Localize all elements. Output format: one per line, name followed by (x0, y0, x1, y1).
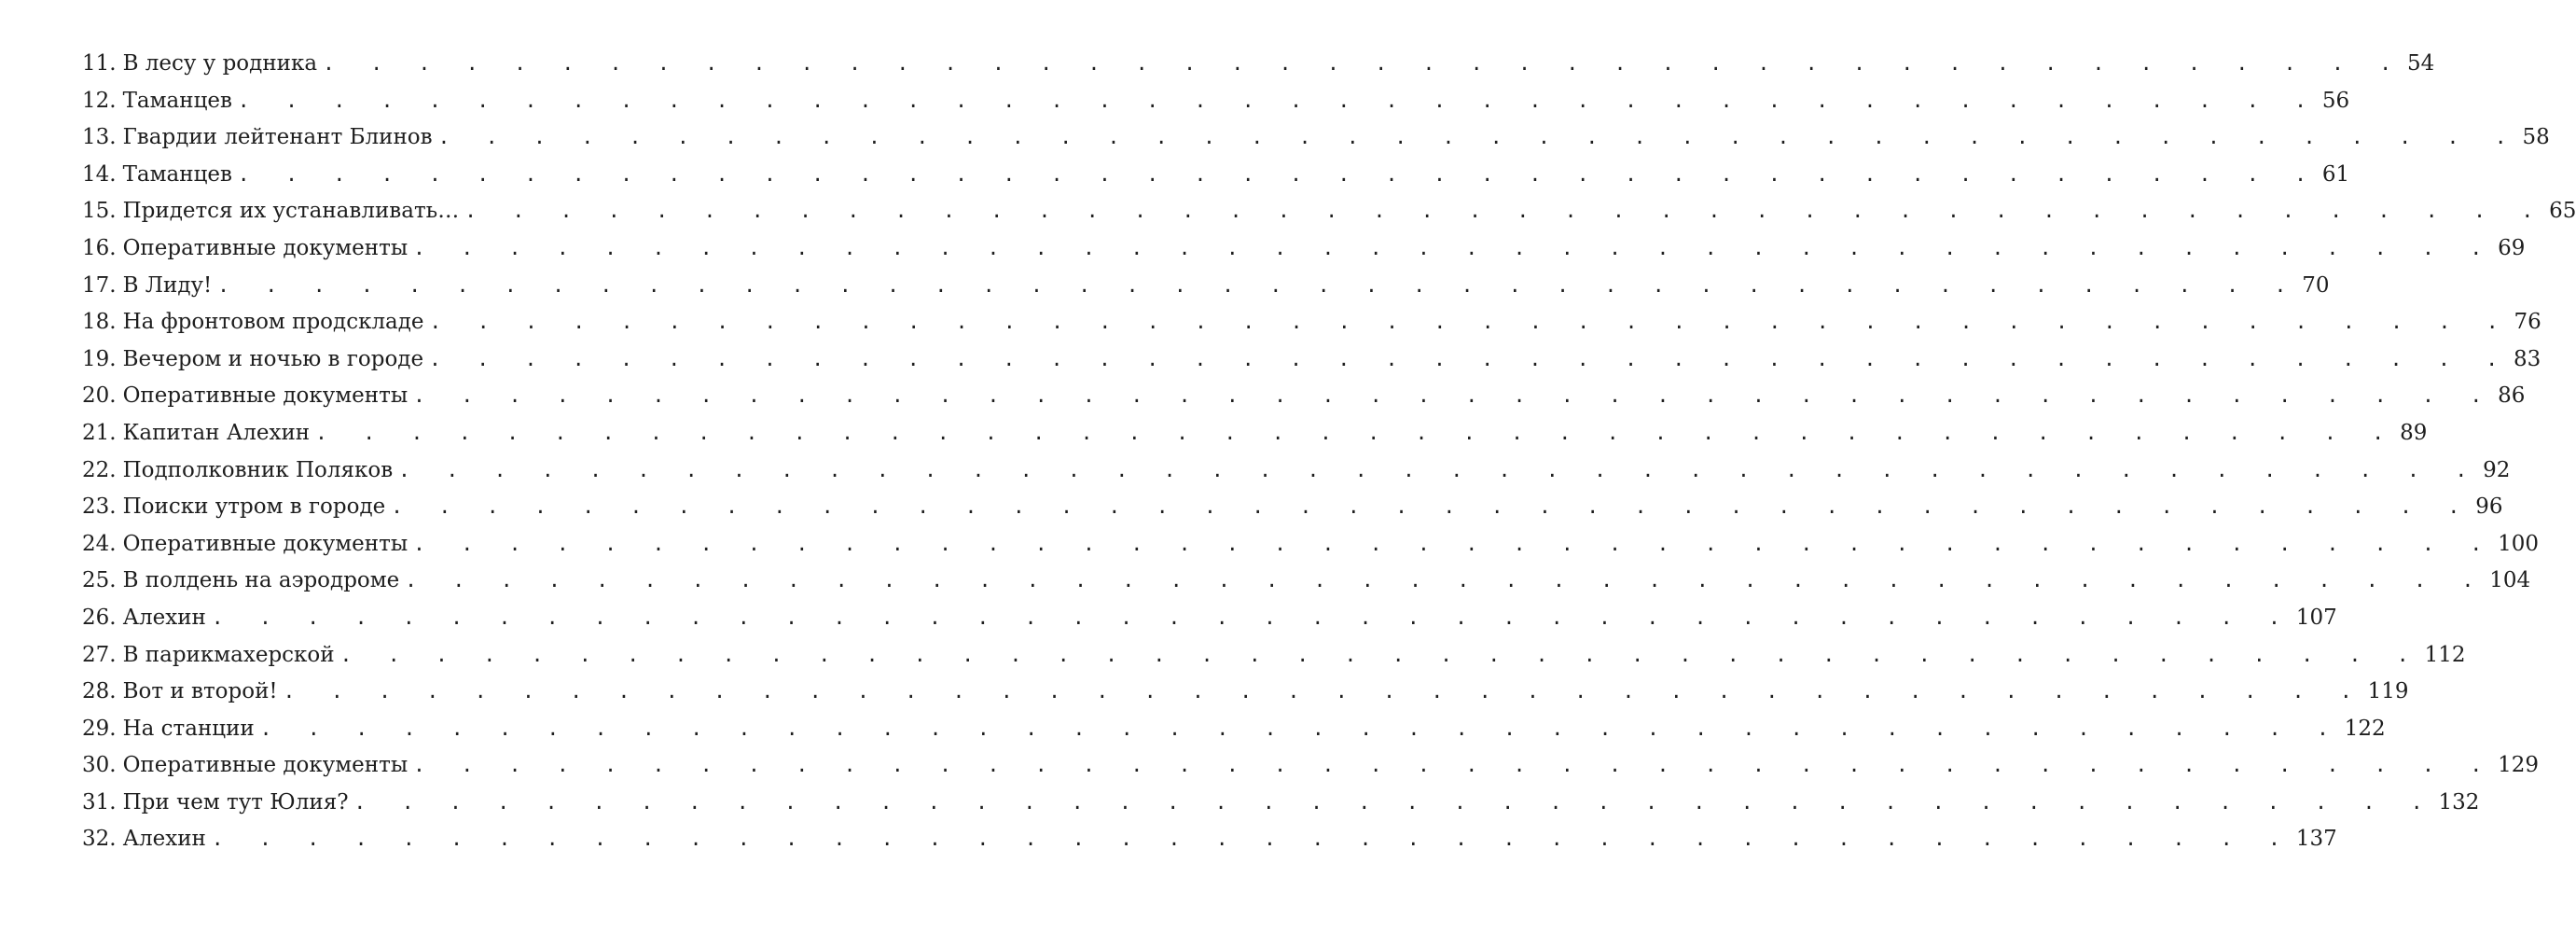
dot-leader: . . . . . . . . . . . . . . . . . . . . . . . . . . . . . . . . . . . . . . . . . . . . (353, 790, 2435, 814)
dot-leader: . . . . . . . . . . . . . . . . . . . . . . . . . . . . . . . . . . . . . . . . . . . . (429, 347, 2511, 370)
chapter-title: В парикмахерской (122, 642, 335, 667)
page-number: 92 (2483, 457, 2511, 482)
chapter-title: Оперативные документы (122, 383, 409, 409)
chapter-number: 22. (82, 457, 117, 482)
chapter-title: В Лиду! (122, 272, 213, 298)
dot-leader: . . . . . . . . . . . . . . . . . . . . . . . . . . . . . . . . . . . . . . . . . . . . (283, 680, 2364, 703)
toc-entry (82, 341, 2541, 379)
chapter-title: Таманцев (122, 88, 232, 113)
page-number: 112 (2424, 642, 2466, 667)
dot-leader: . . . . . . . . . . . . . . . . . . . . . . . . . . . . . . . . . . . . . . . . . . . . (398, 458, 2480, 481)
page-number: 122 (2344, 716, 2386, 741)
chapter-title: На фронтовом продскладе (122, 310, 424, 335)
page-number: 58 (2522, 125, 2550, 150)
chapter-title: Алехин (122, 827, 206, 852)
page-number: 83 (2514, 346, 2541, 371)
chapter-number: 21. (82, 420, 117, 445)
dot-leader: . . . . . . . . . . . . . . . . . . . . . . . . . . . . . . . . . . . . . . . . . . . . (429, 311, 2511, 334)
toc-entry (82, 526, 2540, 564)
chapter-title: Подполковник Поляков (122, 457, 394, 482)
page-number: 65 (2549, 199, 2576, 224)
toc-entry (82, 563, 2531, 600)
chapter-number: 29. (82, 716, 117, 741)
chapter-number: 28. (82, 679, 117, 704)
chapter-number: 26. (82, 605, 117, 630)
chapter-number: 16. (82, 235, 117, 260)
toc-entry (82, 453, 2511, 490)
page-number: 69 (2498, 235, 2526, 260)
chapter-number: 27. (82, 642, 117, 667)
page-number: 96 (2475, 494, 2503, 520)
toc-entry (82, 415, 2428, 453)
chapter-number: 20. (82, 383, 117, 409)
toc-entry (82, 304, 2541, 341)
chapter-number: 32. (82, 827, 117, 852)
toc-entry (82, 230, 2526, 268)
page-number: 100 (2498, 531, 2540, 556)
dot-leader: . . . . . . . . . . . . . . . . . . . . . . . . . . . . . . . . . . . . . . . . . . . . (413, 532, 2495, 555)
toc-entry (82, 157, 2350, 194)
chapter-title: Оперативные документы (122, 753, 409, 778)
page-number: 70 (2302, 272, 2330, 298)
page-number: 129 (2498, 753, 2540, 778)
toc-entry (82, 193, 2576, 230)
dot-leader: . . . . . . . . . . . . . . . . . . . . . . . . . . . . . . . . . . . . . . . . . . . . (217, 273, 2299, 297)
dot-leader: . . . . . . . . . . . . . . . . . . . . . . . . . . . . . . . . . . . . . . . . . . . . (211, 828, 2292, 851)
dot-leader: . . . . . . . . . . . . . . . . . . . . . . . . . . . . . . . . . . . . . . . . . . . . (405, 569, 2486, 592)
chapter-number: 24. (82, 531, 117, 556)
chapter-title: При чем тут Юлия? (122, 789, 349, 815)
page-number: 89 (2400, 420, 2428, 445)
chapter-number: 19. (82, 346, 117, 371)
dot-leader: . . . . . . . . . . . . . . . . . . . . . . . . . . . . . . . . . . . . . . . . . . . . (437, 126, 2519, 149)
dot-leader: . . . . . . . . . . . . . . . . . . . . . . . . . . . . . . . . . . . . . . . . . . . . (391, 495, 2472, 519)
chapter-title: Оперативные документы (122, 235, 409, 260)
chapter-title: Капитан Алехин (122, 420, 311, 445)
dot-leader: . . . . . . . . . . . . . . . . . . . . . . . . . . . . . . . . . . . . . . . . . . . . (413, 236, 2495, 259)
dot-leader: . . . . . . . . . . . . . . . . . . . . . . . . . . . . . . . . . . . . . . . . . . . . (323, 52, 2404, 75)
chapter-number: 30. (82, 753, 117, 778)
chapter-number: 12. (82, 88, 117, 113)
page-number: 104 (2489, 568, 2531, 593)
dot-leader: . . . . . . . . . . . . . . . . . . . . . . . . . . . . . . . . . . . . . . . . . . . . (315, 421, 2397, 444)
toc-entry (82, 711, 2386, 748)
page-number: 54 (2407, 51, 2435, 76)
chapter-number: 17. (82, 272, 117, 298)
page-number: 137 (2295, 827, 2337, 852)
page-number: 107 (2295, 605, 2337, 630)
toc-entry (82, 637, 2466, 675)
toc-entry (82, 674, 2409, 711)
chapter-title: В полдень на аэродроме (122, 568, 400, 593)
chapter-title: На станции (122, 716, 255, 741)
chapter-number: 11. (82, 51, 117, 76)
chapter-number: 15. (82, 199, 117, 224)
dot-leader: . . . . . . . . . . . . . . . . . . . . . . . . . . . . . . . . . . . . . . . . . . . . (237, 162, 2319, 186)
chapter-number: 31. (82, 789, 117, 815)
page-number: 61 (2321, 161, 2350, 187)
toc-entry (82, 119, 2550, 157)
dot-leader: . . . . . . . . . . . . . . . . . . . . . . . . . . . . . . . . . . . . . . . . . . . . (464, 200, 2546, 223)
toc-entry (82, 83, 2350, 120)
chapter-number: 25. (82, 568, 117, 593)
chapter-title: Поиски утром в городе (122, 494, 386, 520)
toc-entry (82, 378, 2526, 415)
chapter-title: Вечером и ночью в городе (122, 346, 424, 371)
chapter-title: Оперативные документы (122, 531, 409, 556)
page-number: 76 (2514, 310, 2541, 335)
chapter-title: Таманцев (122, 161, 232, 187)
toc-entry (82, 489, 2503, 526)
chapter-number: 14. (82, 161, 117, 187)
page-number: 86 (2498, 383, 2526, 409)
page-number: 56 (2321, 88, 2350, 113)
chapter-number: 18. (82, 310, 117, 335)
page-number: 132 (2438, 789, 2480, 815)
chapter-title: Придется их устанавливать… (122, 199, 460, 224)
page-number: 119 (2367, 679, 2409, 704)
chapter-number: 23. (82, 494, 117, 520)
toc-entry (82, 46, 2435, 83)
toc-entry (82, 747, 2540, 785)
dot-leader: . . . . . . . . . . . . . . . . . . . . . . . . . . . . . . . . . . . . . . . . . . . . (259, 717, 2341, 740)
toc-entry (82, 785, 2480, 822)
chapter-title: Гвардии лейтенант Блинов (122, 125, 433, 150)
chapter-title: В лесу у родника (122, 51, 318, 76)
chapter-title: Алехин (122, 605, 206, 630)
dot-leader: . . . . . . . . . . . . . . . . . . . . . . . . . . . . . . . . . . . . . . . . . . . . (413, 384, 2495, 408)
toc-entry (82, 268, 2330, 305)
chapter-title: Вот и второй! (122, 679, 278, 704)
dot-leader: . . . . . . . . . . . . . . . . . . . . . . . . . . . . . . . . . . . . . . . . . . . . (413, 754, 2495, 777)
dot-leader: . . . . . . . . . . . . . . . . . . . . . . . . . . . . . . . . . . . . . . . . . . . . (211, 606, 2292, 629)
chapter-number: 13. (82, 125, 117, 150)
table-of-contents (82, 46, 2576, 858)
dot-leader: . . . . . . . . . . . . . . . . . . . . . . . . . . . . . . . . . . . . . . . . . . . . (339, 643, 2421, 666)
toc-entry (82, 600, 2337, 637)
toc-entry (82, 821, 2337, 858)
dot-leader: . . . . . . . . . . . . . . . . . . . . . . . . . . . . . . . . . . . . . . . . . . . . (237, 89, 2319, 112)
